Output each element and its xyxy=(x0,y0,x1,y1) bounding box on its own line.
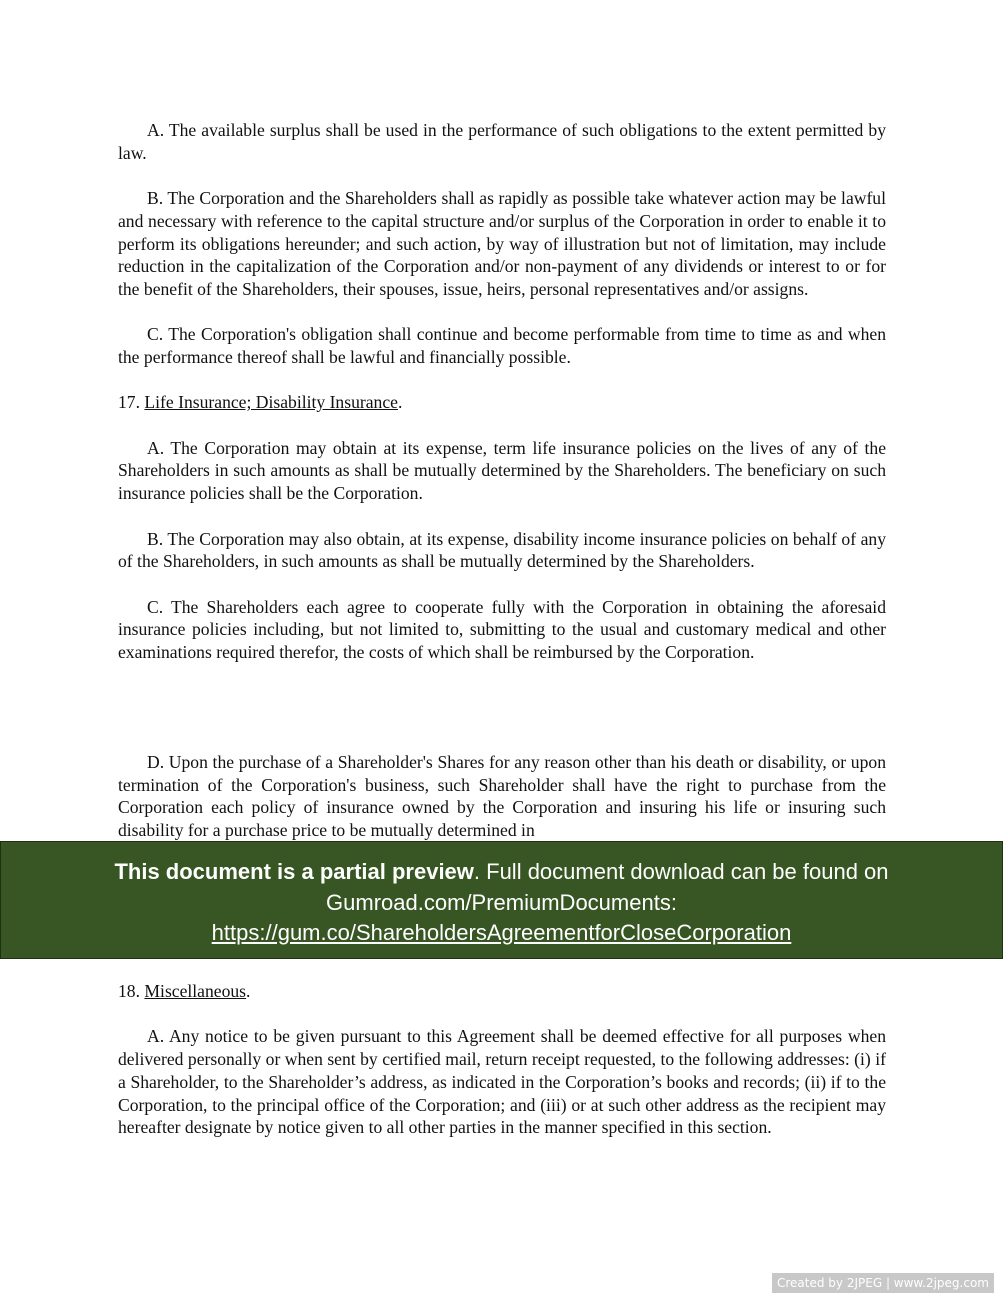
section-17-title: Life Insurance; Disability Insurance xyxy=(144,392,398,413)
section-18-title: Miscellaneous xyxy=(144,981,247,1001)
banner-bold-text: This document is a partial preview xyxy=(114,859,474,884)
section-17-paragraph-d: D. Upon the purchase of a Shareholder's Shares for any reason other than his death or disability, or upon termination of the Corporation's business, such Shareholder shall have the right to purchase from the Corporation each policy of insurance owned by the Corporation and insuring his life or insuring such disability for a purchase price to be mutually determined in xyxy=(118,752,886,841)
document-body xyxy=(118,119,886,686)
section-17-number: 17. xyxy=(118,392,140,413)
section-18-heading: 18. Miscellaneous. xyxy=(118,981,251,1001)
banner-line-2: Gumroad.com/PremiumDocuments: xyxy=(326,889,677,915)
section-17-paragraph-b: B. The Corporation may also obtain, at its expense, disability income insurance policies on behalf of any of the Shareholders, in such amounts as shall be mutually determined by the Shareholders. xyxy=(118,528,886,572)
paragraph-b: B. The Corporation and the Shareholders shall as rapidly as possible take whatever action may be lawful and necessary with reference to the capital structure and/or surplus of the Corporation in order to enable it to perform its obligations hereunder; and such action, by way of illustration but not of limitation, may include reduction in the capitalization of the Corporation and/or non-payment of any dividends or interest to or for the benefit of the Shareholders, their spouses, issue, heirs, personal representatives and/or assigns. xyxy=(118,188,886,299)
paragraph-a: A. The available surplus shall be used in the performance of such obligations to the extent permitted by law. xyxy=(118,120,886,163)
section-18-number: 18. xyxy=(118,981,140,1001)
banner-download-link[interactable]: https://gum.co/ShareholdersAgreementforCloseCorporation xyxy=(211,920,792,945)
paragraph-c: C. The Corporation's obligation shall continue and become performable from time to time as and when the performance thereof shall be lawful and financially possible. xyxy=(118,324,886,367)
section-17-paragraph-d-clip xyxy=(118,751,886,841)
document-body-lower xyxy=(118,980,886,1162)
watermark-label: Created by 2JPEG | www.2jpeg.com xyxy=(772,1273,994,1293)
banner-rest-text: . Full document download can be found on xyxy=(473,859,889,884)
section-17-heading: 17. Life Insurance; Disability Insurance. xyxy=(118,392,403,413)
banner-line-1 xyxy=(1,857,1002,888)
section-18-paragraph-a: A. Any notice to be given pursuant to this Agreement shall be deemed effective for all purposes when delivered personally or when sent by certified mail, return receipt requested, to the following addresses: (i) if a Shareholder, to the Shareholder’s address, as indicated in the Corporation’s books and records; (ii) if to the Corporation, to the principal office of the Corporation; and (iii) or at such other address as the recipient may hereafter designate by notice given to all other parties in the manner specified in this section. xyxy=(118,1026,886,1138)
section-17-paragraph-c: C. The Shareholders each agree to cooperate fully with the Corporation in obtaining the aforesaid insurance policies including, but not limited to, submitting to the usual and customary medical and other examinations required therefor, the costs of which shall be reimbursed by the Corporation. xyxy=(118,596,886,663)
section-17-paragraph-a: A. The Corporation may obtain at its expense, term life insurance policies on the lives of any of the Shareholders in such amounts as shall be mutually determined by the Shareholders. The beneficiary on such insurance policies shall be the Corporation. xyxy=(118,437,886,504)
preview-banner xyxy=(0,841,1003,959)
